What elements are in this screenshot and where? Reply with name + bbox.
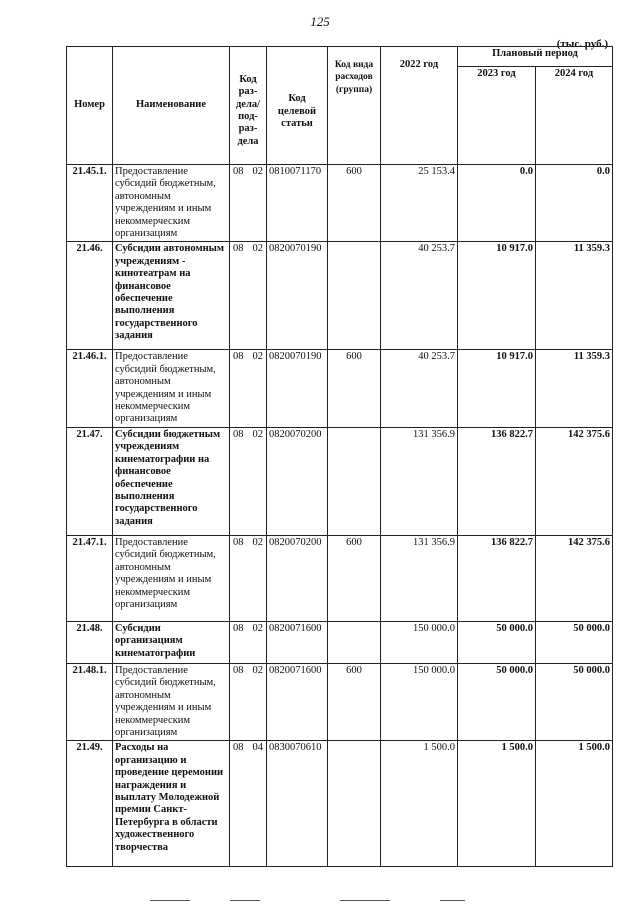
table-row (67, 165, 613, 242)
row-number: 21.48. (67, 621, 113, 663)
row-expense-code: 600 (328, 350, 381, 427)
header-2022: 2022 год (381, 47, 458, 165)
row-value-2022: 40 253.7 (381, 350, 458, 427)
row-value-2024: 142 375.6 (536, 535, 613, 621)
section-code: 08 (233, 622, 244, 634)
row-value-2024: 142 375.6 (536, 427, 613, 535)
row-expense-code: 600 (328, 663, 381, 740)
row-target-code: 0830070610 (267, 741, 328, 867)
row-section-code (230, 741, 267, 867)
row-value-2023: 136 822.7 (458, 535, 536, 621)
row-name: Предоставление субсидий бюджетным, автономным учреждениям и иным некоммерческим организациям (113, 350, 230, 427)
row-section-code (230, 663, 267, 740)
row-value-2024: 50 000.0 (536, 663, 613, 740)
row-target-code: 0820070190 (267, 350, 328, 427)
row-expense-code (328, 242, 381, 350)
row-number: 21.46.1. (67, 350, 113, 427)
row-name: Субсидии бюджетным учреждениям кинематографии на финансовое обеспечение выполнения государственного задания (113, 427, 230, 535)
row-value-2023: 50 000.0 (458, 663, 536, 740)
row-number: 21.48.1. (67, 663, 113, 740)
table-row (67, 427, 613, 535)
row-name: Субсидии организациям кинематографии (113, 621, 230, 663)
row-value-2022: 131 356.9 (381, 427, 458, 535)
subsection-code: 02 (252, 166, 263, 177)
row-section-code (230, 621, 267, 663)
row-name: Предоставление субсидий бюджетным, автономным учреждениям и иным некоммерческим организациям (113, 663, 230, 740)
row-expense-code (328, 427, 381, 535)
section-code: 08 (233, 742, 244, 754)
row-value-2022: 1 500.0 (381, 741, 458, 867)
row-target-code: 0820071600 (267, 621, 328, 663)
row-section-code (230, 350, 267, 427)
subsection-code: 04 (252, 742, 263, 754)
header-plan-period: Плановый период (458, 47, 613, 67)
row-target-code: 0820070190 (267, 242, 328, 350)
row-number: 21.45.1. (67, 165, 113, 242)
row-name: Расходы на организацию и проведение церемонии награждения и выплату Молодежной премии Санкт-Петербурга в области художественного творчества (113, 741, 230, 867)
row-value-2024: 50 000.0 (536, 621, 613, 663)
section-code: 08 (233, 536, 244, 548)
section-code: 08 (233, 428, 244, 440)
header-target-code: Код целевой статьи (267, 47, 328, 165)
section-code: 08 (233, 166, 244, 177)
row-number: 21.47. (67, 427, 113, 535)
header-expense-code: Код вида расходов (группа) (328, 47, 381, 165)
table-row (67, 535, 613, 621)
subsection-code: 02 (252, 351, 263, 363)
header-section-code: Код раз-дела/ под-раз-дела (230, 47, 267, 165)
row-name: Предоставление субсидий бюджетным, автономным учреждениям и иным некоммерческим организациям (113, 165, 230, 242)
table-row (67, 350, 613, 427)
subsection-code: 02 (252, 243, 263, 255)
row-target-code: 0820071600 (267, 663, 328, 740)
header-number: Номер (67, 47, 113, 165)
row-section-code (230, 165, 267, 242)
row-value-2024: 11 359.3 (536, 242, 613, 350)
row-expense-code: 600 (328, 535, 381, 621)
table-row (67, 621, 613, 663)
row-value-2022: 40 253.7 (381, 242, 458, 350)
table-row (67, 663, 613, 740)
row-expense-code (328, 621, 381, 663)
row-value-2022: 25 153.4 (381, 165, 458, 242)
budget-table (66, 46, 613, 867)
row-value-2023: 10 917.0 (458, 242, 536, 350)
row-name: Субсидии автономным учреждениям - кинотеатрам на финансовое обеспечение выполнения государственного задания (113, 242, 230, 350)
row-value-2024: 1 500.0 (536, 741, 613, 867)
header-2023: 2023 год (458, 67, 536, 165)
row-value-2022: 150 000.0 (381, 621, 458, 663)
row-value-2023: 10 917.0 (458, 350, 536, 427)
row-number: 21.49. (67, 741, 113, 867)
row-value-2024: 11 359.3 (536, 350, 613, 427)
row-number: 21.46. (67, 242, 113, 350)
table-row (67, 242, 613, 350)
row-target-code: 0810071170 (267, 165, 328, 242)
scan-mark (150, 900, 190, 901)
row-target-code: 0820070200 (267, 427, 328, 535)
row-section-code (230, 242, 267, 350)
row-value-2023: 1 500.0 (458, 741, 536, 867)
subsection-code: 02 (252, 622, 263, 634)
row-expense-code: 600 (328, 165, 381, 242)
header-name: Наименование (113, 47, 230, 165)
row-value-2023: 136 822.7 (458, 427, 536, 535)
row-number: 21.47.1. (67, 535, 113, 621)
row-value-2022: 150 000.0 (381, 663, 458, 740)
row-expense-code (328, 741, 381, 867)
section-code: 08 (233, 351, 244, 363)
header-2024: 2024 год (536, 67, 613, 165)
row-name: Предоставление субсидий бюджетным, автономным учреждениям и иным некоммерческим организациям (113, 535, 230, 621)
subsection-code: 02 (252, 536, 263, 548)
subsection-code: 02 (252, 428, 263, 440)
section-code: 08 (233, 243, 244, 255)
row-section-code (230, 535, 267, 621)
row-value-2024: 0.0 (536, 165, 613, 242)
row-value-2022: 131 356.9 (381, 535, 458, 621)
row-value-2023: 0.0 (458, 165, 536, 242)
page-number: 125 (310, 14, 330, 29)
row-target-code: 0820070200 (267, 535, 328, 621)
subsection-code: 02 (252, 664, 263, 676)
units-label: (тыс. руб.) (556, 38, 608, 50)
section-code: 08 (233, 664, 244, 676)
row-section-code (230, 427, 267, 535)
table-row (67, 741, 613, 867)
row-value-2023: 50 000.0 (458, 621, 536, 663)
scan-mark (340, 900, 390, 901)
scan-mark (440, 900, 465, 901)
scan-mark (230, 900, 260, 901)
